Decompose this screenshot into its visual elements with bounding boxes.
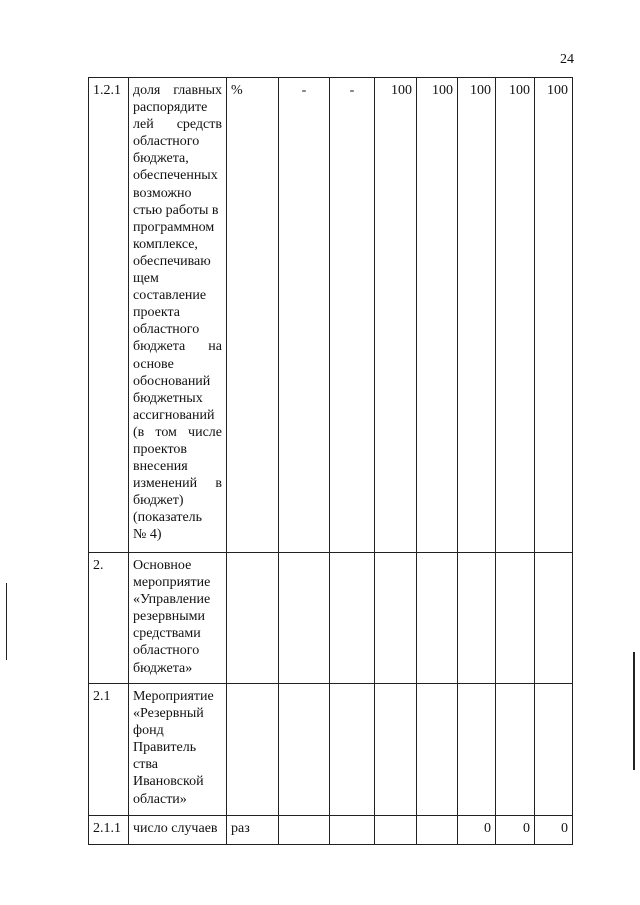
value-cell: 0 — [458, 816, 496, 845]
name-word: средств — [176, 117, 222, 133]
name-line: «Резервный — [133, 706, 204, 722]
name-line: резервными — [133, 609, 205, 625]
name-line: щем — [133, 271, 159, 287]
indicators-table — [88, 77, 573, 845]
value-cell — [330, 684, 375, 816]
value-cell — [279, 553, 330, 684]
name-line: возможно — [133, 185, 192, 201]
name-line: (показатель — [133, 510, 203, 526]
name-line: проекта — [133, 305, 180, 321]
name-line: областного — [133, 134, 200, 150]
name-line: обоснований — [133, 373, 211, 389]
name-line: обеспечиваю — [133, 253, 211, 269]
name-line: внесения — [133, 459, 188, 475]
name-line: основе — [133, 356, 174, 372]
name-line: № 4) — [133, 527, 162, 543]
name-word: бюджета — [133, 339, 186, 355]
name-line: обеспеченных — [133, 168, 218, 184]
indicator-name — [129, 684, 227, 816]
name-word: главных — [173, 83, 222, 98]
name-line — [133, 82, 222, 99]
value-cell: 100 — [458, 78, 496, 553]
name-line: бюджет) — [133, 493, 184, 509]
value-cell: 100 — [496, 78, 535, 553]
value-cell: 0 — [496, 816, 535, 845]
name-line — [133, 424, 222, 441]
name-line: ассигнований — [133, 407, 215, 423]
indicator-name — [129, 553, 227, 684]
name-line: области» — [133, 791, 187, 807]
name-line: мероприятие — [133, 575, 211, 591]
value-cell: 100 — [375, 78, 417, 553]
unit-cell — [227, 684, 279, 816]
name-line: средствами — [133, 626, 201, 642]
name-line: бюджетных — [133, 390, 203, 406]
unit-cell — [227, 553, 279, 684]
scan-edge-mark-right — [633, 652, 635, 770]
name-word: на — [208, 339, 222, 355]
value-cell: 0 — [535, 816, 573, 845]
table-row — [89, 816, 573, 845]
value-cell — [375, 553, 417, 684]
indicator-name — [129, 816, 227, 845]
name-line: распорядите — [133, 100, 208, 116]
table-row — [89, 684, 573, 816]
name-line: программном — [133, 219, 215, 235]
unit-cell: % — [227, 78, 279, 553]
name-line — [133, 475, 222, 492]
name-line — [133, 338, 222, 355]
unit-cell: раз — [227, 816, 279, 845]
value-cell — [496, 684, 535, 816]
row-number: 2.1.1 — [89, 816, 129, 845]
page-number: 24 — [560, 52, 574, 67]
name-line: проектов — [133, 441, 188, 457]
value-cell — [535, 684, 573, 816]
name-line: Ивановской — [133, 774, 204, 790]
name-line: стью работы в — [133, 202, 219, 218]
name-line: бюджета» — [133, 660, 193, 676]
value-cell — [535, 553, 573, 684]
value-cell — [330, 816, 375, 845]
name-line: комплексе, — [133, 236, 198, 252]
name-line: число случаев — [133, 821, 218, 836]
value-cell: 100 — [535, 78, 573, 553]
name-line: бюджета, — [133, 151, 189, 167]
name-word: том — [155, 424, 177, 440]
row-number: 2.1 — [89, 684, 129, 816]
name-line: Правитель — [133, 740, 197, 756]
name-line: фонд — [133, 723, 164, 739]
value-cell — [375, 684, 417, 816]
value-cell — [458, 684, 496, 816]
name-line: «Управление — [133, 592, 211, 608]
row-number: 1.2.1 — [89, 78, 129, 553]
name-line: ства — [133, 757, 158, 773]
value-cell — [417, 553, 458, 684]
name-line: Мероприятие — [133, 689, 214, 704]
name-line: Основное — [133, 558, 192, 573]
name-line: областного — [133, 643, 200, 659]
name-word: числе — [188, 424, 222, 440]
name-word: (в — [133, 424, 145, 440]
name-word: в — [215, 476, 222, 492]
value-cell — [496, 553, 535, 684]
table-row — [89, 78, 573, 553]
name-word: доля — [133, 83, 161, 98]
value-cell — [458, 553, 496, 684]
value-cell: - — [279, 78, 330, 553]
value-cell — [279, 684, 330, 816]
value-cell — [330, 553, 375, 684]
name-line: составление — [133, 288, 207, 304]
name-word: изменений — [133, 476, 198, 492]
value-cell — [417, 816, 458, 845]
value-cell — [279, 816, 330, 845]
indicator-name — [129, 78, 227, 553]
value-cell — [417, 684, 458, 816]
value-cell: - — [330, 78, 375, 553]
name-line: областного — [133, 322, 200, 338]
value-cell: 100 — [417, 78, 458, 553]
name-line — [133, 116, 222, 133]
table-row — [89, 553, 573, 684]
scan-edge-mark-left — [6, 583, 7, 660]
row-number: 2. — [89, 553, 129, 684]
value-cell — [375, 816, 417, 845]
name-word: лей — [133, 117, 154, 133]
